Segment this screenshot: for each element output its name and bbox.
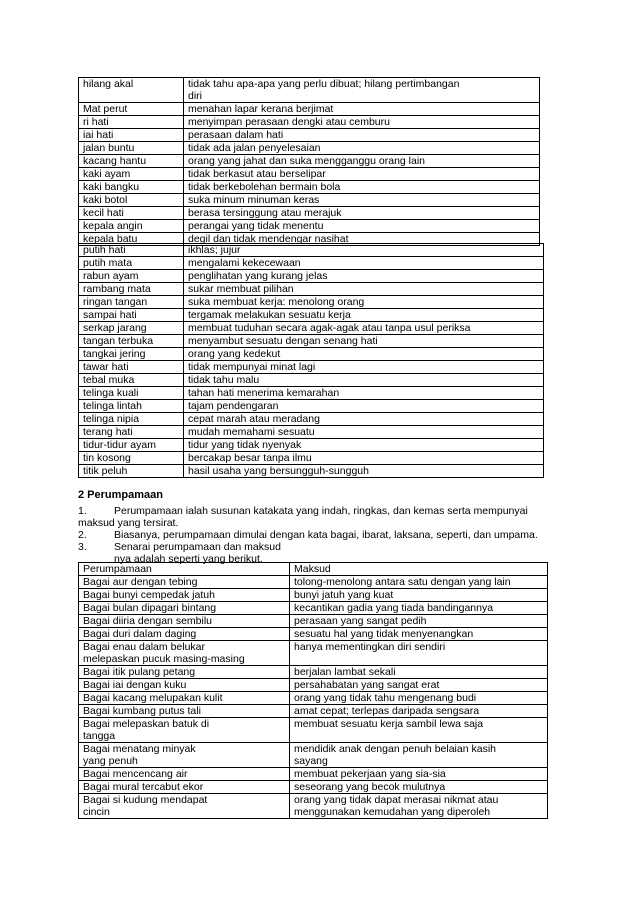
paragraph-1-text: Perumpamaan ialah susunan katakata yang indah, ringkas, dan kemas serta mempunyai [114, 505, 528, 517]
table-row [79, 168, 540, 181]
meaning-cell: mudah memahami sesuatu [184, 426, 544, 439]
term-cell: Bagai mencencang air [79, 768, 290, 781]
table-row [79, 692, 548, 705]
section-title: 2 Perumpamaan [78, 489, 163, 501]
table-row [79, 194, 540, 207]
table-row [79, 563, 548, 576]
term-cell: Mat perut [79, 103, 184, 116]
table-row [79, 283, 544, 296]
term-cell: tidur-tidur ayam [79, 439, 184, 452]
meaning-cell: tahan hati menerima kemarahan [184, 387, 544, 400]
term-cell: Bagai diiria dengan sembilu [79, 615, 290, 628]
table-row [79, 374, 544, 387]
term-cell: Bagai melepaskan batuk di tangga [79, 718, 290, 743]
term-cell: rambang mata [79, 283, 184, 296]
meaning-cell: tidak ada jalan penyelesaian [184, 142, 540, 155]
term-cell: Bagai kumbang putus tali [79, 705, 290, 718]
term-cell: tangan terbuka [79, 335, 184, 348]
term-cell: sampai hati [79, 309, 184, 322]
meaning-cell: sukar membuat pilihan [184, 283, 544, 296]
meaning-cell: suka membuat kerja: menolong orang [184, 296, 544, 309]
meaning-cell: menyimpan perasaan dengki atau cemburu [184, 116, 540, 129]
table-row [79, 602, 548, 615]
term-cell: kepala angin [79, 220, 184, 233]
meaning-cell: tidur yang tidak nyenyak [184, 439, 544, 452]
meaning-cell: membuat tuduhan secara agak-agak atau tanpa usul periksa [184, 322, 544, 335]
term-cell: putih hati [79, 244, 184, 257]
meaning-cell: orang yang tidak tahu mengenang budi [290, 692, 548, 705]
table-row [79, 628, 548, 641]
term-cell: Bagai menatang minyak yang penuh [79, 743, 290, 768]
table-row [79, 181, 540, 194]
table-row [79, 781, 548, 794]
term-cell: kacang hantu [79, 155, 184, 168]
meaning-cell: menyambut sesuatu dengan senang hati [184, 335, 544, 348]
meaning-cell: tidak tahu malu [184, 374, 544, 387]
meaning-cell: persahabatan yang sangat erat [290, 679, 548, 692]
paragraph-2-text: Biasanya, perumpamaan dimulai dengan kata bagai, ibarat, laksana, seperti, dan umpama. [114, 529, 538, 541]
table-row [79, 615, 548, 628]
meaning-cell: tidak berkasut atau berselipar [184, 168, 540, 181]
table-row [79, 743, 548, 768]
term-cell: tin kosong [79, 452, 184, 465]
table-row [79, 413, 544, 426]
table-row [79, 705, 548, 718]
table-row [79, 244, 544, 257]
meaning-cell: orang yang jahat dan suka mengganggu orang lain [184, 155, 540, 168]
term-cell: telinga nipia [79, 413, 184, 426]
term-cell: kaki bangku [79, 181, 184, 194]
meaning-cell: berjalan lambat sekali [290, 666, 548, 679]
table-row [79, 641, 548, 666]
meaning-cell: amat cepat; terlepas daripada sengsara [290, 705, 548, 718]
meaning-cell: tajam pendengaran [184, 400, 544, 413]
term-cell: iai hati [79, 129, 184, 142]
table-row [79, 129, 540, 142]
paragraph-1 [78, 505, 550, 529]
meaning-cell: membuat sesuatu kerja sambil lewa saja [290, 718, 548, 743]
meaning-cell: mengalami kekecewaan [184, 257, 544, 270]
table-row [79, 270, 544, 283]
meaning-cell: sesuatu hal yang tidak menyenangkan [290, 628, 548, 641]
term-cell: kecil hati [79, 207, 184, 220]
term-cell: jalan buntu [79, 142, 184, 155]
table-row [79, 322, 544, 335]
table-row [79, 666, 548, 679]
meaning-cell: membuat pekerjaan yang sia-sia [290, 768, 548, 781]
meaning-cell: berasa tersinggung atau merajuk [184, 207, 540, 220]
term-cell: ringan tangan [79, 296, 184, 309]
meaning-cell: kecantikan gadia yang tiada bandingannya [290, 602, 548, 615]
term-cell: terang hati [79, 426, 184, 439]
paragraph-3-number: 3. [78, 541, 87, 553]
idiom-table-1 [78, 77, 540, 246]
meaning-cell: tidak mempunyai minat lagi [184, 361, 544, 374]
meaning-cell: hanya mementingkan diri sendiri [290, 641, 548, 666]
table-row [79, 116, 540, 129]
term-cell: telinga kuali [79, 387, 184, 400]
term-cell: Bagai mural tercabut ekor [79, 781, 290, 794]
term-cell: tebal muka [79, 374, 184, 387]
term-cell: tangkai jering [79, 348, 184, 361]
meaning-cell: penglihatan yang kurang jelas [184, 270, 544, 283]
paragraph-3-text: Senarai perumpamaan dan maksud [114, 541, 281, 553]
term-cell: Bagai duri dalam daging [79, 628, 290, 641]
table-row [79, 589, 548, 602]
term-cell: Bagai enau dalam belukar melepaskan pucuk masing-masing [79, 641, 290, 666]
meaning-cell: perasaan yang sangat pedih [290, 615, 548, 628]
meaning-cell: mendidik anak dengan penuh belaian kasih sayang [290, 743, 548, 768]
term-cell: Bagai bunyi cempedak jatuh [79, 589, 290, 602]
meaning-cell: orang yang tidak dapat merasai nikmat atau menggunakan kemudahan yang diperoleh [290, 794, 548, 819]
table-row [79, 207, 540, 220]
table-row [79, 387, 544, 400]
table-row [79, 465, 544, 478]
proverb-table [78, 562, 548, 819]
table-row [79, 576, 548, 589]
term-cell: Bagai aur dengan tebing [79, 576, 290, 589]
table-row [79, 400, 544, 413]
meaning-cell: seseorang yang becok mulutnya [290, 781, 548, 794]
meaning-cell: menahan lapar kerana berjimat [184, 103, 540, 116]
table-row [79, 348, 544, 361]
paragraph-2 [78, 529, 550, 541]
table-row [79, 794, 548, 819]
meaning-cell: bercakap besar tanpa ilmu [184, 452, 544, 465]
meaning-cell: perasaan dalam hati [184, 129, 540, 142]
term-cell: telinga lintah [79, 400, 184, 413]
term-cell: ri hati [79, 116, 184, 129]
table-row [79, 361, 544, 374]
table-row [79, 103, 540, 116]
paragraph-3-continuation: nya adalah seperti yang berikut. [114, 553, 263, 565]
paragraph-2-number: 2. [78, 529, 87, 541]
meaning-cell: bunyi jatuh yang kuat [290, 589, 548, 602]
meaning-cell: hasil usaha yang bersungguh-sungguh [184, 465, 544, 478]
term-cell: Bagai kacang melupakan kulit [79, 692, 290, 705]
table-row [79, 296, 544, 309]
meaning-cell: degil dan tidak mendengar nasihat [184, 233, 540, 246]
meaning-cell: tidak berkebolehan bermain bola [184, 181, 540, 194]
term-cell: hilang akal [79, 78, 184, 103]
term-cell: Bagai si kudung mendapat cincin [79, 794, 290, 819]
meaning-cell: tolong-menolong antara satu dengan yang lain [290, 576, 548, 589]
table-row [79, 142, 540, 155]
meaning-cell: perangai yang tidak menentu [184, 220, 540, 233]
meaning-cell: suka minum minuman keras [184, 194, 540, 207]
table-row [79, 679, 548, 692]
meaning-cell: tergamak melakukan sesuatu kerja [184, 309, 544, 322]
term-cell: kepala batu [79, 233, 184, 246]
table-row [79, 439, 544, 452]
table-row [79, 78, 540, 103]
table-row [79, 309, 544, 322]
term-cell: Perumpamaan [79, 563, 290, 576]
paragraph-1-number: 1. [78, 505, 87, 517]
meaning-cell: orang yang kedekut [184, 348, 544, 361]
table-row [79, 155, 540, 168]
term-cell: tawar hati [79, 361, 184, 374]
idiom-table-2 [78, 243, 544, 478]
meaning-cell: cepat marah atau meradang [184, 413, 544, 426]
table-row [79, 426, 544, 439]
term-cell: Bagai itik pulang petang [79, 666, 290, 679]
term-cell: serkap jarang [79, 322, 184, 335]
term-cell: Bagai iai dengan kuku [79, 679, 290, 692]
paragraph-1-continuation: maksud yang tersirat. [78, 517, 179, 529]
meaning-cell: ikhlas; jujur [184, 244, 544, 257]
term-cell: rabun ayam [79, 270, 184, 283]
term-cell: putih mata [79, 257, 184, 270]
term-cell: Bagai bulan dipagari bintang [79, 602, 290, 615]
table-row [79, 768, 548, 781]
table-row [79, 220, 540, 233]
term-cell: titik peluh [79, 465, 184, 478]
term-cell: kaki botol [79, 194, 184, 207]
table-row [79, 718, 548, 743]
meaning-cell: Maksud [290, 563, 548, 576]
table-row [79, 335, 544, 348]
term-cell: kaki ayam [79, 168, 184, 181]
table-row [79, 257, 544, 270]
table-row [79, 452, 544, 465]
meaning-cell: tidak tahu apa-apa yang perlu dibuat; hilang pertimbangan diri [184, 78, 540, 103]
